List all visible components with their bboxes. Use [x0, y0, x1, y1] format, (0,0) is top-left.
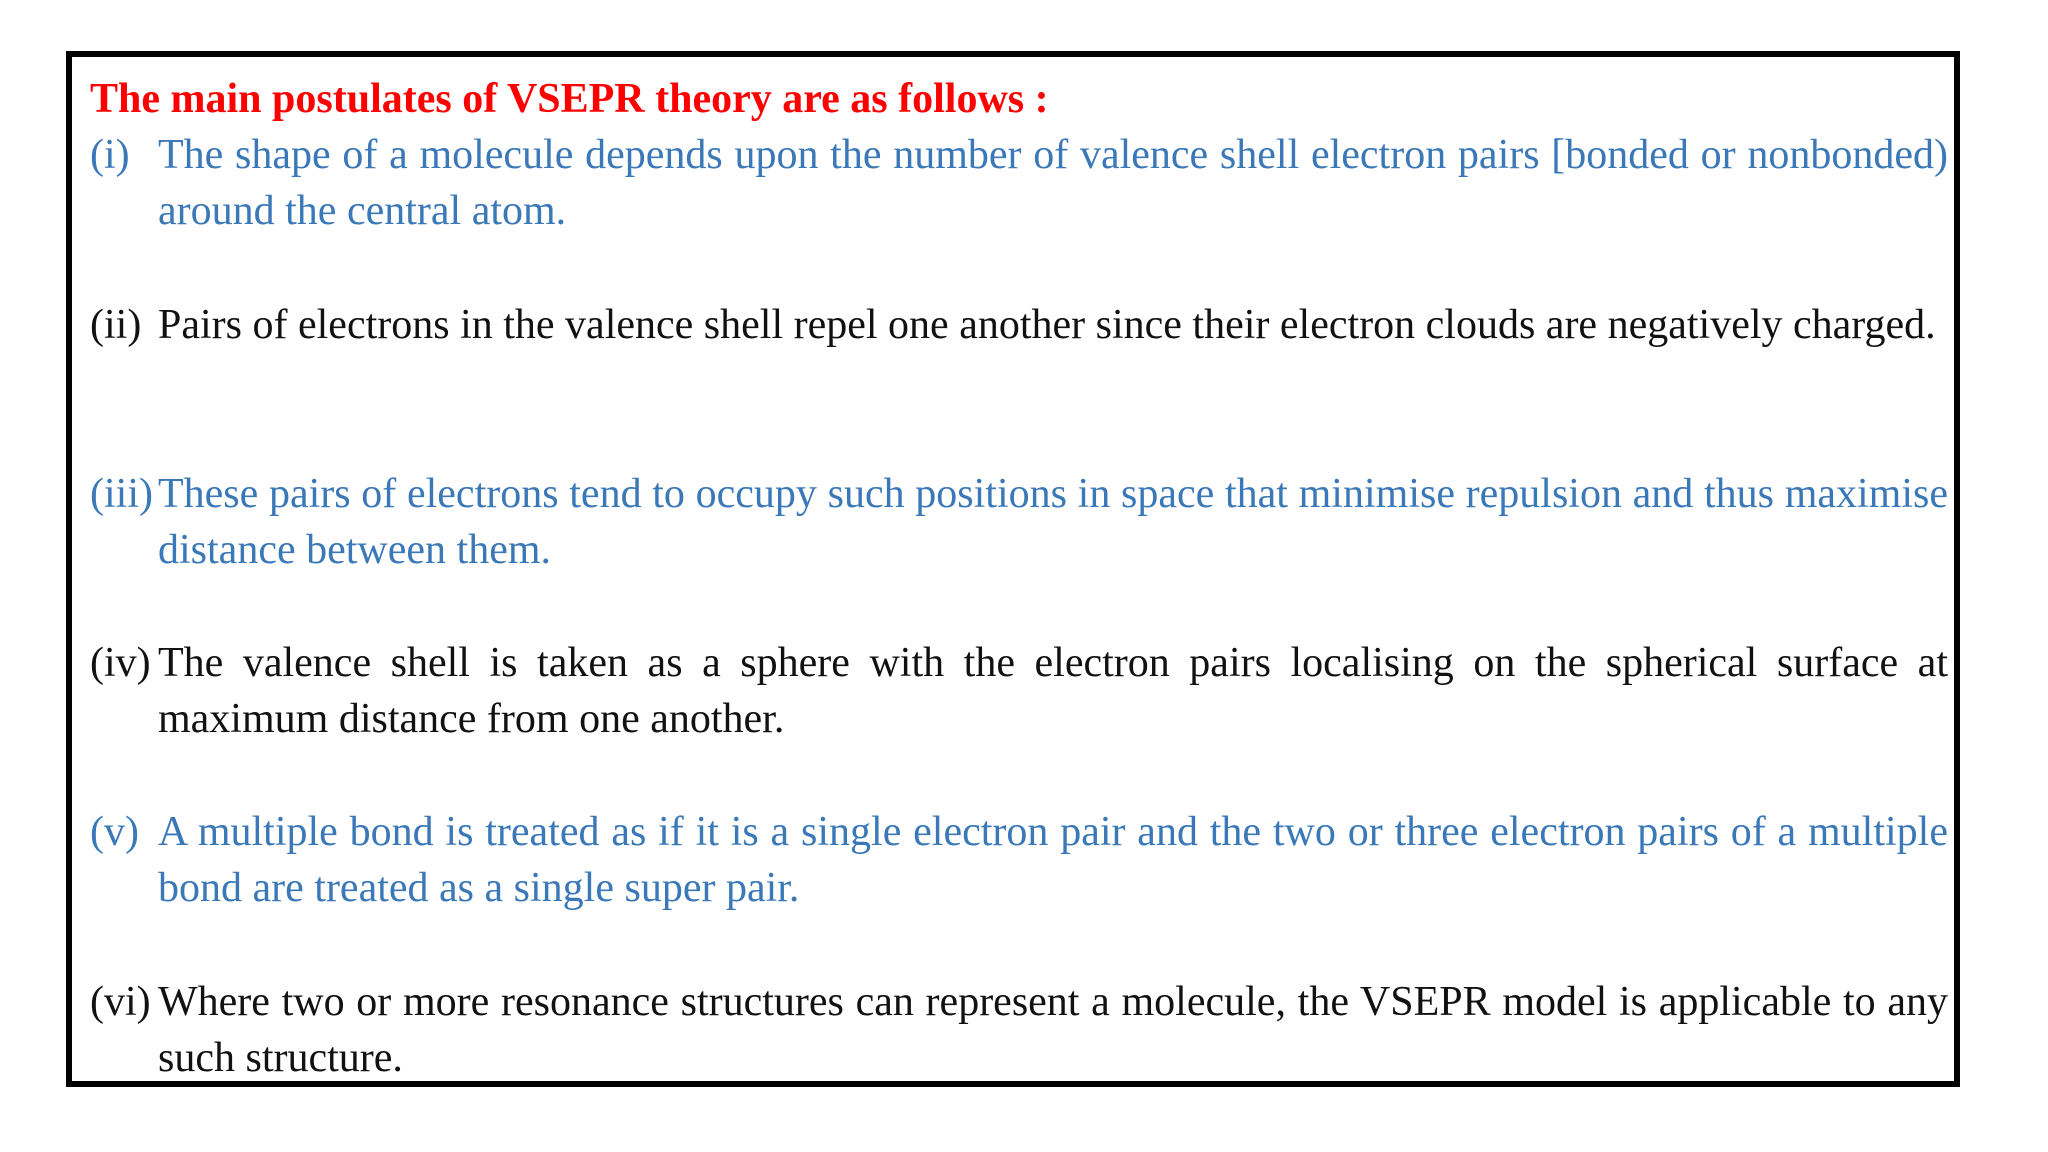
postulate-3 [90, 466, 1948, 578]
postulate-text: The shape of a molecule depends upon the number of valence shell electron pairs [bonded or nonbonded) around the central atom. [158, 132, 1948, 234]
postulate-6 [90, 974, 1948, 1086]
postulate-2 [90, 297, 1948, 353]
postulate-marker: (ii) [90, 302, 142, 348]
postulate-text: Where two or more resonance structures can represent a molecule, the VSEPR model is applicable to any such structure. [158, 979, 1948, 1081]
postulate-5 [90, 804, 1948, 916]
postulate-4 [90, 635, 1948, 747]
postulate-marker: (iii) [90, 471, 153, 517]
postulate-1 [90, 127, 1948, 239]
postulate-marker: (iv) [90, 640, 151, 686]
postulate-marker: (vi) [90, 979, 151, 1025]
title-heading: The main postulates of VSEPR theory are as follows : [90, 76, 1049, 122]
postulate-text: A multiple bond is treated as if it is a single electron pair and the two or three electron pairs of a multiple bond are treated as a single super pair. [158, 809, 1948, 911]
postulate-text: Pairs of electrons in the valence shell repel one another since their electron clouds are negatively charged. [158, 302, 1936, 348]
postulate-marker: (v) [90, 809, 139, 855]
postulate-marker: (i) [90, 132, 130, 178]
postulate-text: These pairs of electrons tend to occupy such positions in space that minimise repulsion and thus maximise distance between them. [158, 471, 1948, 573]
postulate-text: The valence shell is taken as a sphere with the electron pairs localising on the spherical surface at maximum distance from one another. [158, 640, 1948, 742]
postulates-box [66, 51, 1960, 1087]
